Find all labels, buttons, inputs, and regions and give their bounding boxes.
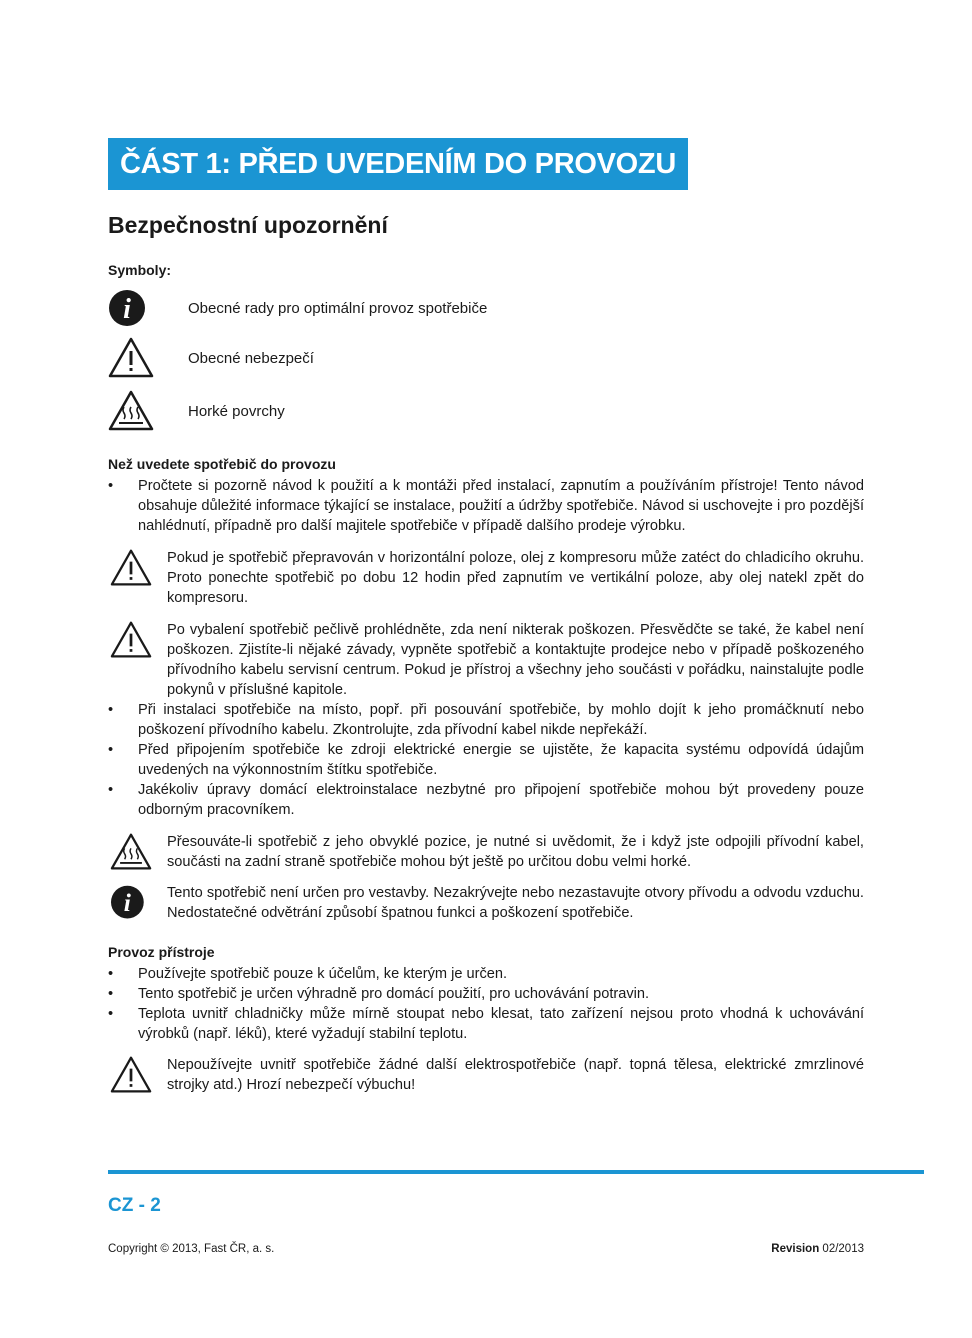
bullet-dot: •	[108, 966, 114, 982]
symbol-row-info	[108, 287, 608, 331]
warning-icon	[108, 548, 154, 588]
list-item-text: Teplota uvnitř chladničky může mírně stoupat nebo klesat, tato zařízení nejsou proto vhodná k uchovávání výrobků (např. léků), které vyžadují stabilní teplotu.	[138, 1006, 864, 1042]
bullet-dot: •	[108, 702, 114, 718]
info-note	[108, 883, 864, 923]
bullet-dot: •	[108, 1006, 114, 1022]
bullet-dot: •	[108, 986, 114, 1002]
list-item	[108, 780, 864, 820]
note-text: Pokud je spotřebič přepravován v horizontální poloze, olej z kompresoru může zatéct do chladicího okruhu. Proto ponechte spotřebič po dobu 12 hodin před zapnutím ve vertikální poloze, aby olej natekl zpět do kompresoru.	[167, 550, 864, 606]
footer-divider	[108, 1170, 924, 1174]
before-use-heading: Než uvedete spotřebič do provozu	[108, 456, 336, 472]
list-item	[108, 1004, 864, 1044]
symbols-heading: Symboly:	[108, 262, 172, 278]
list-item	[108, 984, 864, 1004]
warning-icon	[108, 336, 154, 380]
copyright: Copyright © 2013, Fast ČR, a. s.	[108, 1243, 275, 1255]
symbol-row-warning	[108, 336, 608, 380]
warning-icon	[108, 620, 154, 660]
revision-value: 02/2013	[822, 1243, 864, 1255]
page-number: CZ - 2	[108, 1195, 161, 1216]
symbol-label-hot-surface: Horké povrchy	[188, 403, 285, 420]
list-item	[108, 476, 864, 536]
symbol-row-hot-surface	[108, 389, 608, 433]
note-text: Přesouváte-li spotřebič z jeho obvyklé pozice, je nutné si uvědomit, že i když jste odpojili přívodní kabel, součásti na zadní straně spotřebiče mohou být ještě po určitou dobu velmi horké.	[167, 834, 864, 870]
warning-icon	[108, 1055, 154, 1095]
list-item	[108, 740, 864, 780]
bullet-dot: •	[108, 782, 114, 798]
svg-text:i: i	[123, 888, 131, 918]
bullet-dot: •	[108, 742, 114, 758]
symbol-label-warning: Obecné nebezpečí	[188, 350, 314, 367]
list-item-text: Před připojením spotřebiče ke zdroji elektrické energie se ujistěte, že kapacita systému odpovídá údajům uvedených na výkonnostním štítku spotřebiče.	[138, 742, 864, 778]
hot-surface-icon	[108, 832, 154, 872]
note-text: Nepoužívejte uvnitř spotřebiče žádné další elektrospotřebiče (např. topná tělesa, elektrické zmrzlinové strojky atd.) Hrozí nebezpečí výbuchu!	[167, 1057, 864, 1093]
note-text: Tento spotřebič není určen pro vestavby. Nezakrývejte nebo nezastavujte otvory přívodu a odvodu vzduchu. Nedostatečné odvětrání způsobí špatnou funkci a poškození spotřebiče.	[167, 885, 864, 921]
list-item-text: Používejte spotřebič pouze k účelům, ke kterým je určen.	[138, 966, 508, 982]
note-text: Po vybalení spotřebič pečlivě prohlédněte, zda není nikterak poškozen. Přesvědčte se také, že kabel není poškozen. Zjistíte-li nějaké závady, vypněte spotřebič a kontaktujte prodejce nebo v případě poškozeného přívodního kabelu servisní centrum. Pokud je přístroj a všechny jeho součásti v pořádku, nainstalujte podle pokynů v příslušné kapitole.	[167, 622, 864, 698]
list-item-text: Tento spotřebič je určen výhradně pro domácí použití, pro uchovávání potravin.	[138, 986, 650, 1002]
list-item-text: Jakékoliv úpravy domácí elektroinstalace nezbytné pro připojení spotřebiče mohou být provedeny pouze odborným pracovníkem.	[138, 782, 864, 818]
section-title: ČÁST 1: PŘED UVEDENÍM DO PROVOZU	[108, 138, 688, 190]
operation-heading: Provoz přístroje	[108, 944, 215, 960]
warning-note	[108, 548, 864, 608]
list-item-text: Při instalaci spotřebiče na místo, popř. při posouvání spotřebiče, by mohlo dojít k jeho promáčknutí nebo poškození přívodního kabelu. Zkontrolujte, zda přívodní kabel nikde nepřekáží.	[138, 702, 864, 738]
bullet-dot: •	[108, 478, 114, 494]
revision	[771, 1243, 864, 1255]
info-icon	[108, 883, 154, 923]
warning-note	[108, 620, 864, 700]
page-subtitle: Bezpečnostní upozornění	[108, 212, 388, 238]
revision-label: Revision	[771, 1243, 820, 1255]
svg-text:i: i	[123, 294, 131, 325]
list-item-text: Pročtete si pozorně návod k použití a k montáži před instalací, zapnutím a používáním přístroje! Tento návod obsahuje důležité informace týkající se instalace, použití a údržby spotřebiče. Návod si uschovejte i pro pozdější nahlédnutí, případně pro další majitele spotřebiče v případě dalšího prodeje výrobku.	[138, 478, 864, 534]
list-item	[108, 700, 864, 740]
info-icon	[108, 287, 154, 331]
hot-surface-note	[108, 832, 864, 872]
hot-surface-icon	[108, 389, 154, 433]
symbol-label-info: Obecné rady pro optimální provoz spotřebiče	[188, 300, 488, 317]
list-item	[108, 964, 864, 984]
warning-note	[108, 1055, 864, 1095]
